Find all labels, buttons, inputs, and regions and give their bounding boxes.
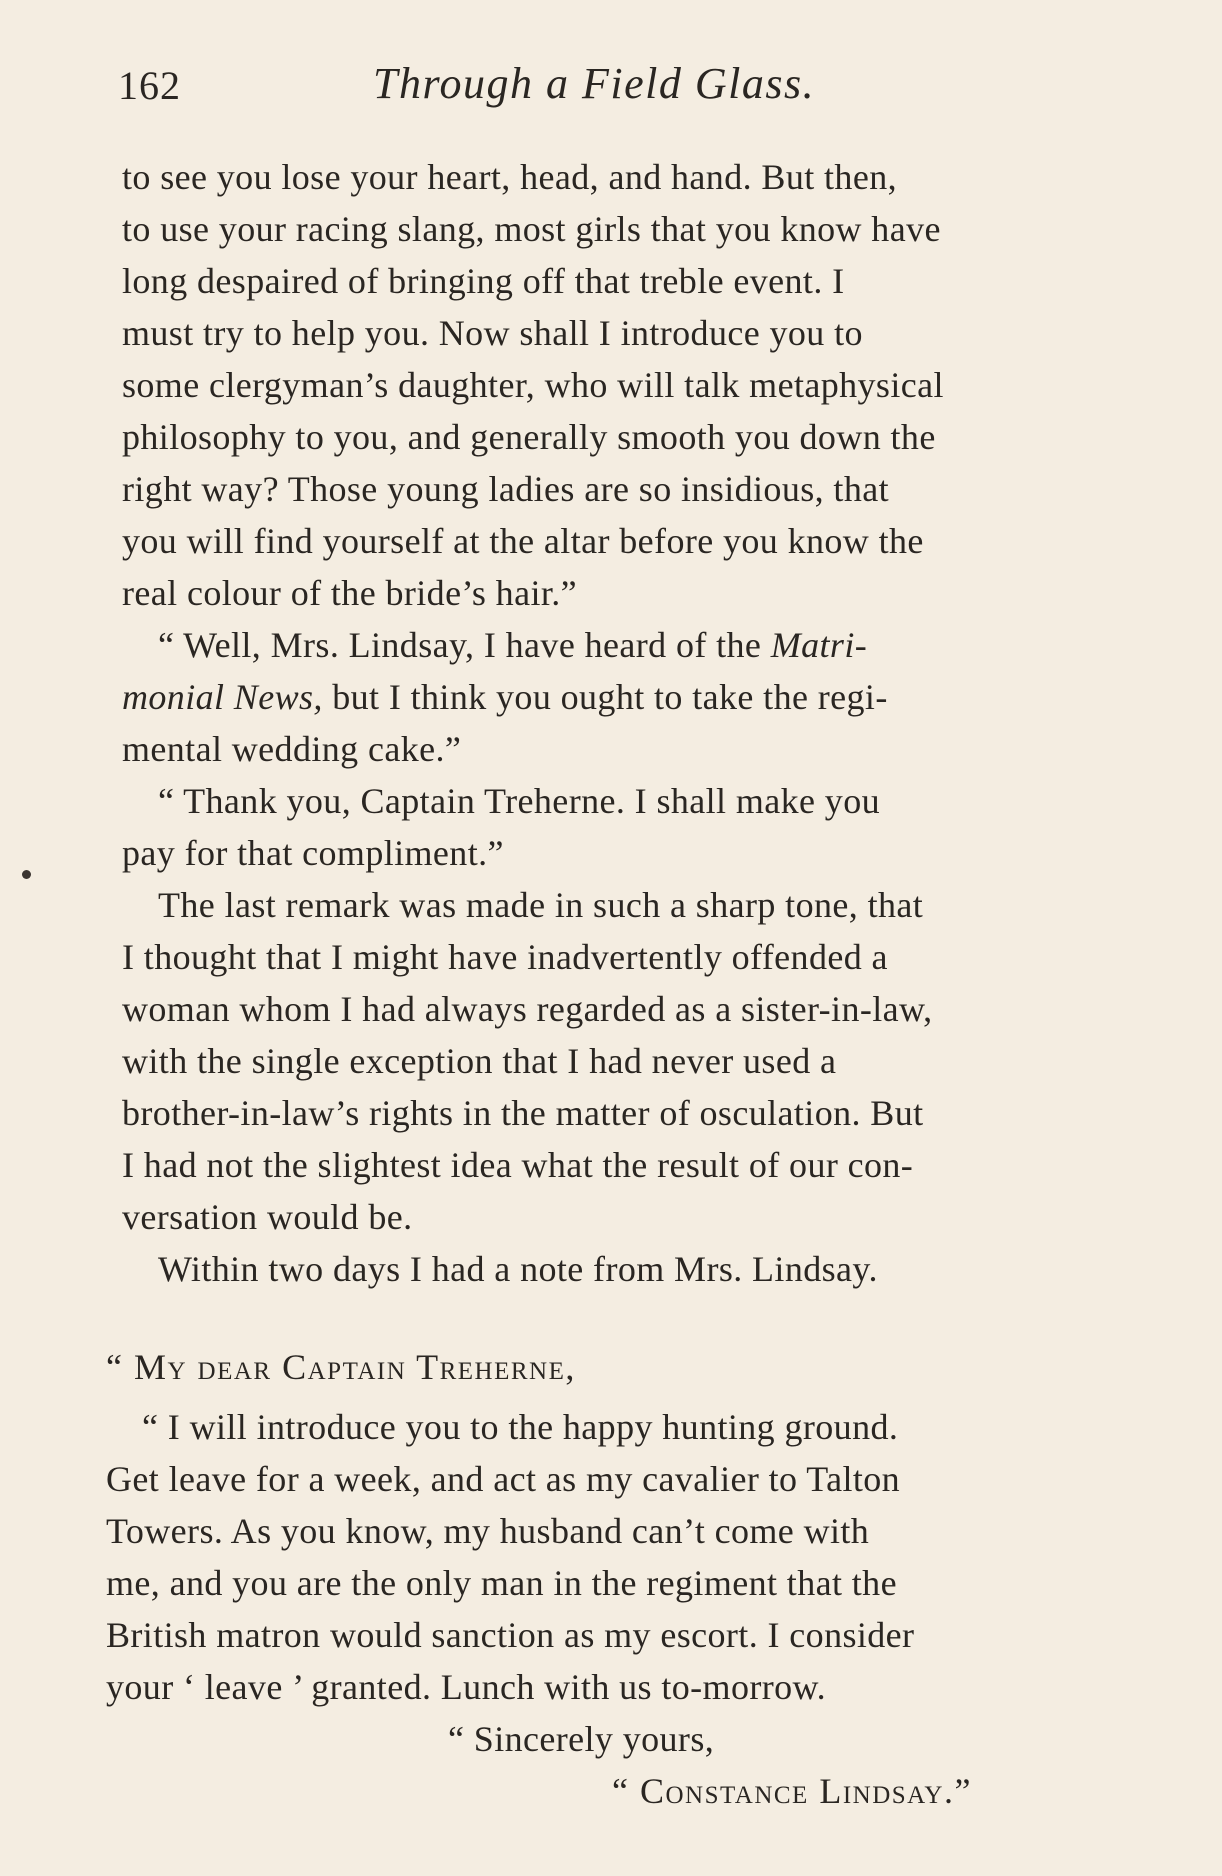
page-header <box>118 54 1138 114</box>
text-line: some clergyman’s daughter, who will talk metaphysical <box>122 365 944 405</box>
running-title: Through a Field Glass. <box>373 59 816 108</box>
italic-title: Matri- <box>770 625 868 665</box>
text-line: versation would be. <box>122 1197 413 1237</box>
text-line: you will find yourself at the altar before you know the <box>122 521 924 561</box>
text-line: long despaired of bringing off that treble event. I <box>122 261 845 301</box>
ink-speck <box>22 870 31 879</box>
text-line: Within two days I had a note from Mrs. Lindsay. <box>158 1249 878 1289</box>
letter-salutation: “ My dear Captain Treherne, <box>106 1347 576 1387</box>
page-number: 162 <box>118 63 181 108</box>
letter-line: your ‘ leave ’ granted. Lunch with us to-morrow. <box>106 1667 826 1707</box>
italic-title: monial News, <box>122 677 323 717</box>
text-line: must try to help you. Now shall I introduce you to <box>122 313 863 353</box>
text-line: I had not the slightest idea what the result of our con- <box>122 1145 914 1185</box>
text-line: to see you lose your heart, head, and hand. But then, <box>122 157 898 197</box>
letter-closing: “ Sincerely yours, <box>448 1719 715 1759</box>
text-line: philosophy to you, and generally smooth you down the <box>122 417 936 457</box>
text-line: right way? Those young ladies are so insidious, that <box>122 469 890 509</box>
letter-line: Towers. As you know, my husband can’t come with <box>106 1511 870 1551</box>
text-line: real colour of the bride’s hair.” <box>122 573 578 613</box>
letter-signature: “ Constance Lindsay.” <box>612 1771 972 1811</box>
letter-line: me, and you are the only man in the regiment that the <box>106 1563 897 1603</box>
text-line: I thought that I might have inadvertently offended a <box>122 937 888 977</box>
letter-line: British matron would sanction as my escort. I consider <box>106 1615 915 1655</box>
text-line: with the single exception that I had never used a <box>122 1041 837 1081</box>
text-line <box>122 675 888 719</box>
text-line <box>158 623 867 667</box>
letter-line: Get leave for a week, and act as my cavalier to Talton <box>106 1459 901 1499</box>
text-segment: but I think you ought to take the regi- <box>322 677 888 717</box>
text-line: mental wedding cake.” <box>122 729 462 769</box>
text-line: to use your racing slang, most girls that you know have <box>122 209 941 249</box>
text-line: woman whom I had always regarded as a sister-in-law, <box>122 989 933 1029</box>
letter-line: “ I will introduce you to the happy hunting ground. <box>142 1407 899 1447</box>
text-segment: “ Well, Mrs. Lindsay, I have heard of the <box>158 625 771 665</box>
text-line: brother-in-law’s rights in the matter of osculation. But <box>122 1093 924 1133</box>
text-line: “ Thank you, Captain Treherne. I shall make you <box>158 781 880 821</box>
text-line: The last remark was made in such a sharp tone, that <box>158 885 924 925</box>
text-line: pay for that compliment.” <box>122 833 504 873</box>
